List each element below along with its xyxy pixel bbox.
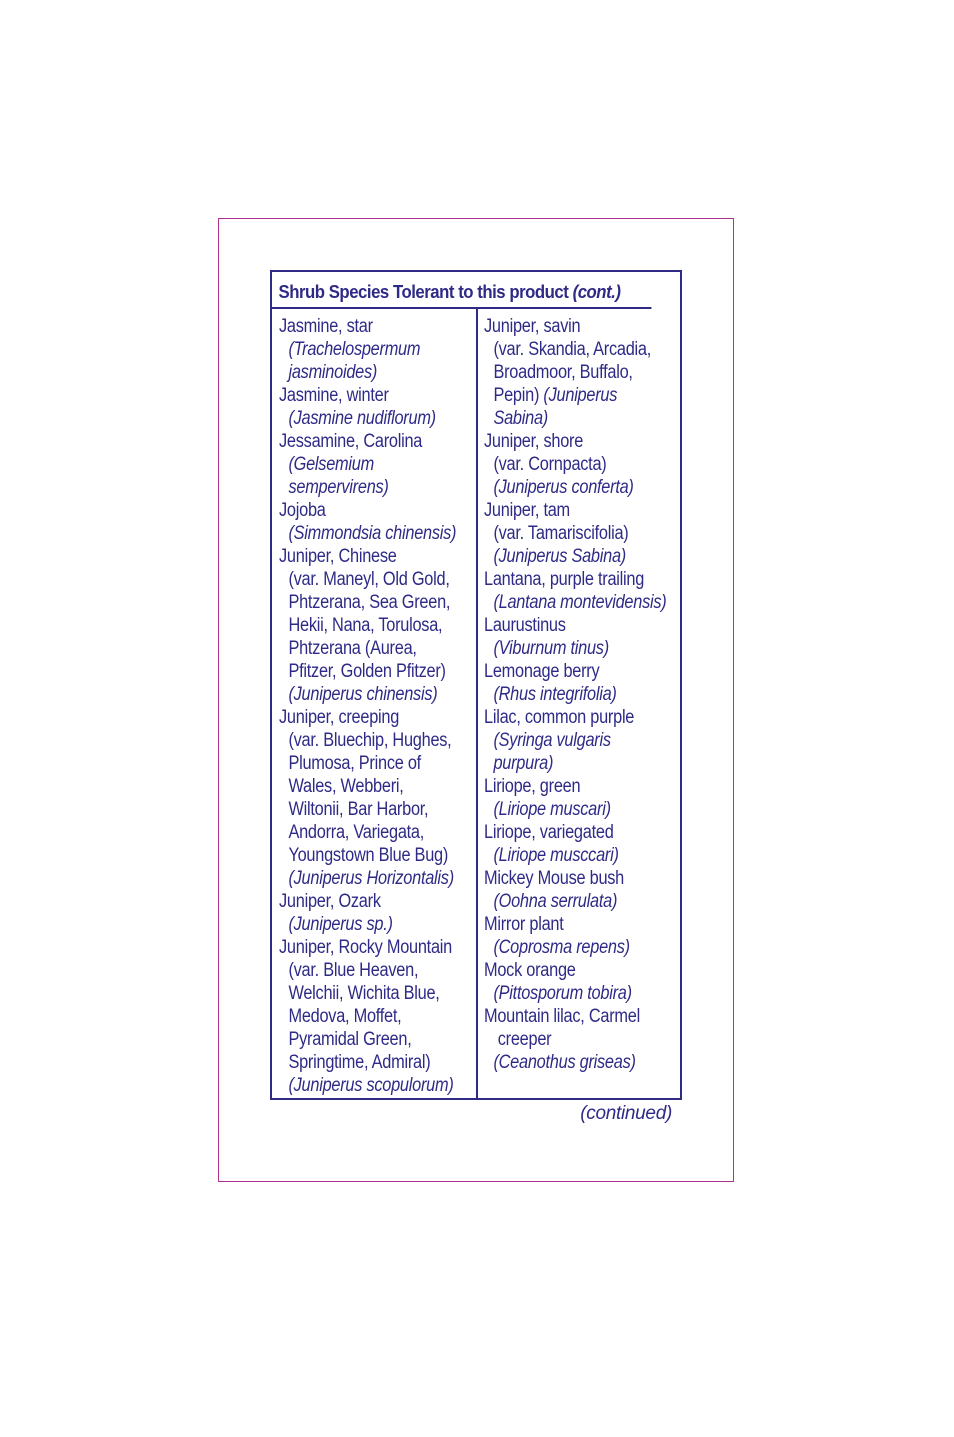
list-item: Wiltonii, Bar Harbor,	[288, 799, 429, 820]
list-item: Juniper, Chinese	[279, 546, 397, 567]
list-item: (Syringa vulgaris	[493, 730, 611, 751]
list-item: (Gelsemium	[288, 454, 374, 475]
list-item: (Viburnum tinus)	[493, 638, 609, 659]
table-header	[272, 272, 651, 309]
list-item: Juniper, Ozark	[279, 891, 381, 912]
list-item: Jasmine, winter	[279, 385, 389, 406]
list-item: Juniper, Rocky Mountain	[279, 937, 452, 958]
list-item: Mock orange	[484, 960, 576, 981]
list-item: Juniper, shore	[484, 431, 584, 452]
list-item: Medova, Moffet,	[288, 1006, 402, 1027]
list-item: (var. Tamariscifolia)	[493, 523, 629, 544]
list-item: Sabina)	[493, 408, 548, 429]
list-item: purpura)	[493, 753, 554, 774]
list-item: (Trachelospermum	[288, 339, 421, 360]
list-item: (Rhus integrifolia)	[493, 684, 617, 705]
list-item: (var. Blue Heaven,	[288, 960, 419, 981]
list-item: Mountain lilac, Carmel	[484, 1006, 640, 1027]
list-item: (Juniperus Horizontalis)	[288, 868, 454, 889]
list-item: (Oohna serrulata)	[493, 891, 618, 912]
list-item: Juniper, tam	[484, 500, 570, 521]
list-item: (var. Bluechip, Hughes,	[288, 730, 452, 751]
list-item: Hekii, Nana, Torulosa,	[288, 615, 443, 636]
list-item: Youngstown Blue Bug)	[288, 845, 449, 866]
continued-note: (continued)	[580, 1103, 672, 1124]
list-item: Phtzerana, Sea Green,	[288, 592, 451, 613]
list-item: Lemonage berry	[484, 661, 600, 682]
list-item: (Liriope muscari)	[493, 799, 611, 820]
list-item: Andorra, Variegata,	[288, 822, 425, 843]
list-item: Plumosa, Prince of	[288, 753, 421, 774]
table-title-cont: (cont.)	[572, 282, 621, 302]
shrub-species-table	[270, 270, 682, 1100]
list-item: (Juniperus Sabina)	[493, 546, 626, 567]
table-title: Shrub Species Tolerant to this product	[278, 282, 569, 302]
left-column	[279, 315, 485, 1097]
list-item: Lantana, purple trailing	[484, 569, 645, 590]
list-item: (Coprosma repens)	[493, 937, 630, 958]
list-item: Welchii, Wichita Blue,	[288, 983, 440, 1004]
list-item: (var. Maneyl, Old Gold,	[288, 569, 450, 590]
list-item: sempervirens)	[288, 477, 389, 498]
list-item: (Juniperus scopulorum)	[288, 1075, 454, 1096]
list-item: Wales, Webberi,	[288, 776, 404, 797]
list-item: Pfitzer, Golden Pfitzer)	[288, 661, 446, 682]
list-item: jasminoides)	[288, 362, 378, 383]
list-item: (Liriope musccari)	[493, 845, 619, 866]
list-item: (Simmondsia chinensis)	[288, 523, 457, 544]
list-item: Mickey Mouse bush	[484, 868, 625, 889]
list-item: Jojoba	[279, 500, 326, 521]
list-item: creeper	[497, 1029, 552, 1050]
list-item: (var. Skandia, Arcadia,	[493, 339, 652, 360]
list-item: Liriope, green	[484, 776, 581, 797]
list-item: (var. Cornpacta)	[493, 454, 607, 475]
list-item: Mirror plant	[484, 914, 564, 935]
list-item: (Ceanothus griseas)	[493, 1052, 636, 1073]
list-item: Liriope, variegated	[484, 822, 614, 843]
list-item: Jessamine, Carolina	[279, 431, 423, 452]
list-item: Pyramidal Green,	[288, 1029, 412, 1050]
list-item: Jasmine, star	[279, 316, 373, 337]
list-item: (Pittosporum tobira)	[493, 983, 632, 1004]
list-item: Laurustinus	[484, 615, 566, 636]
list-item	[484, 384, 666, 407]
list-item: (Juniperus conferta)	[493, 477, 634, 498]
list-item: Phtzerana (Aurea,	[288, 638, 417, 659]
list-item: Lilac, common purple	[484, 707, 635, 728]
list-item-part: Pepin)	[493, 385, 540, 406]
list-item: Juniper, savin	[484, 316, 581, 337]
list-item: Juniper, creeping	[279, 707, 400, 728]
list-item: (Jasmine nudiflorum)	[288, 408, 436, 429]
list-item: (Lantana montevidensis)	[493, 592, 667, 613]
list-item-part: (Juniperus	[543, 385, 618, 406]
list-item: Springtime, Admiral)	[288, 1052, 431, 1073]
list-item: (Juniperus chinensis)	[288, 684, 438, 705]
list-item: Broadmoor, Buffalo,	[493, 362, 633, 383]
right-column	[484, 315, 696, 1074]
list-item: (Juniperus sp.)	[288, 914, 393, 935]
